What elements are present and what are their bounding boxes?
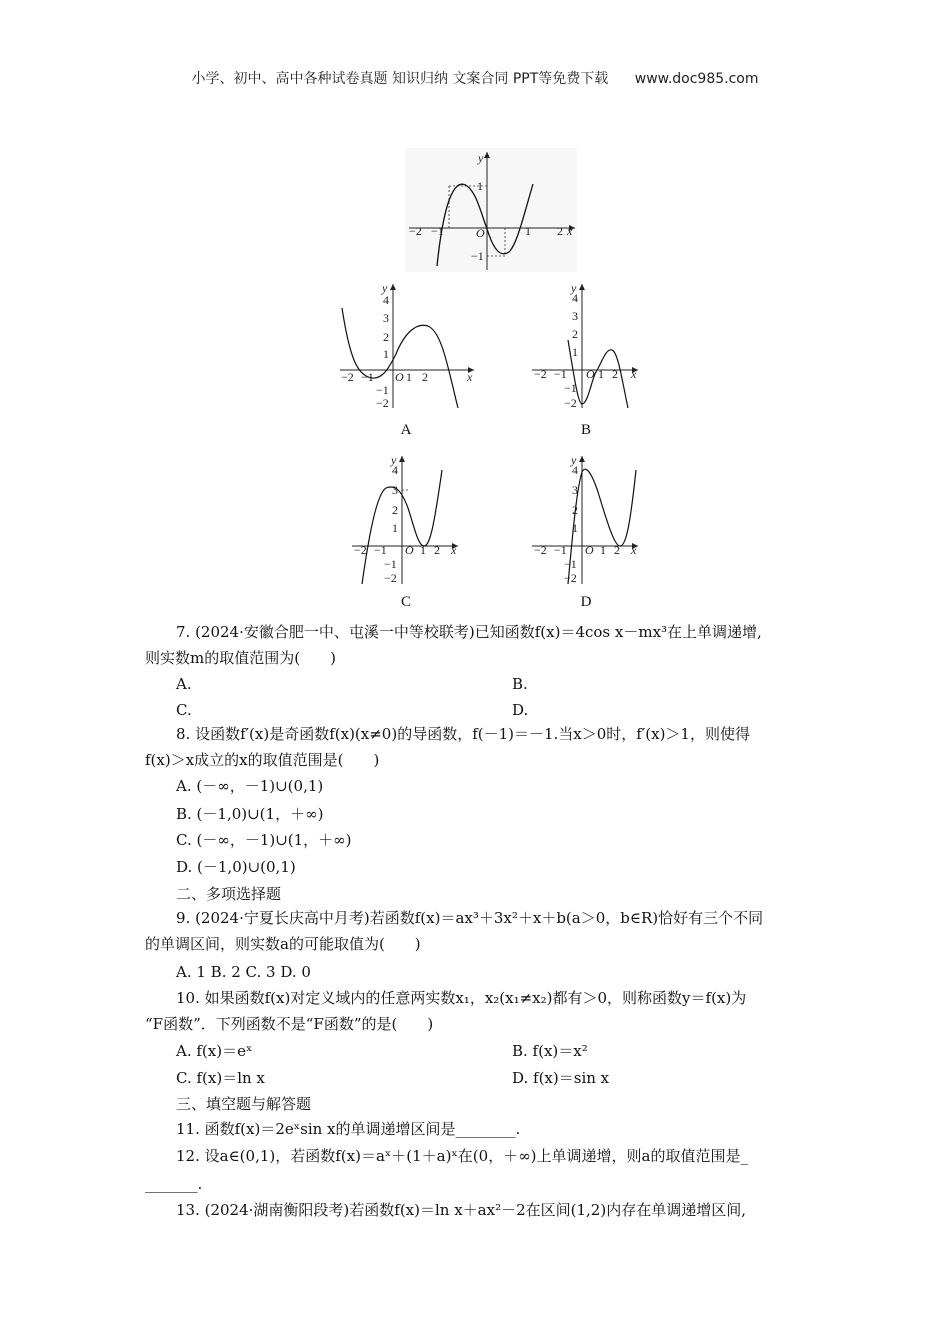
- ticklabel: −2: [564, 396, 577, 410]
- q7-option-a: A.: [176, 675, 192, 693]
- ticklabel: 2: [572, 503, 578, 517]
- ticklabel: 3: [572, 483, 578, 497]
- q9-options: A. 1 B. 2 C. 3 D. 0: [176, 963, 311, 981]
- q10-line1: 10. 如果函数f(x)对定义域内的任意两实数x₁，x₂(x₁≠x₂)都有＞0，则称函数y＝f(x)为: [176, 989, 747, 1007]
- ticklabel: 1: [477, 179, 483, 193]
- ticklabel: −2: [384, 571, 397, 585]
- q8-line2: f(x)＞x成立的x的取值范围是( ): [145, 751, 380, 769]
- q7-line1: 7. (2024·安徽合肥一中、屯溪一中等校联考)已知函数f(x)＝4cos x－mx³在上单调递增,: [176, 623, 762, 641]
- ticklabel: 1: [383, 347, 389, 361]
- ticklabel: 3: [572, 309, 578, 323]
- origin-label: O: [476, 226, 485, 240]
- option-graph-c: [350, 452, 462, 586]
- ticklabel: −2: [376, 396, 389, 410]
- q8-option-c: C. (－∞，－1)∪(1，＋∞): [176, 831, 352, 849]
- ticklabel: 2: [572, 327, 578, 341]
- q10-option-d: D. f(x)＝sin x: [512, 1069, 610, 1087]
- x-axis-label: x: [467, 370, 473, 384]
- q8-option-d: D. (－1,0)∪(0,1): [176, 858, 296, 876]
- ticklabel: 2: [612, 367, 618, 381]
- ticklabel: −2: [409, 224, 422, 238]
- q13-line: 13. (2024·湖南衡阳段考)若函数f(x)＝ln x＋ax²－2在区间(1,2)内存在单调递增区间,: [176, 1201, 746, 1219]
- q7-option-c: C.: [176, 701, 192, 719]
- ticklabel: 4: [383, 293, 389, 307]
- option-graph-b: [530, 280, 642, 410]
- ticklabel: 1: [392, 521, 398, 535]
- header-text: 小学、初中、高中各种试卷真题 知识归纳 文案合同 PPT等免费下载: [191, 71, 609, 87]
- q10-line2: “F函数”．下列函数不是“F函数”的是( ): [145, 1015, 434, 1033]
- caption-a: A: [400, 422, 412, 438]
- ticklabel: 1: [406, 370, 412, 384]
- ticklabel: 4: [572, 291, 578, 305]
- derivative-graph: [405, 148, 577, 272]
- x-axis-label: x: [631, 367, 637, 381]
- ticklabel: 1: [525, 224, 531, 238]
- q7-option-b: B.: [512, 675, 528, 693]
- y-axis-label: y: [382, 281, 388, 295]
- q7-line2: 则实数m的取值范围为( ): [145, 649, 336, 667]
- ticklabel: 4: [392, 463, 398, 477]
- ticklabel: 1: [572, 521, 578, 535]
- ticklabel: 1: [572, 345, 578, 359]
- q9-line1: 9. (2024·宁夏长庆高中月考)若函数f(x)＝ax³＋3x²＋x＋b(a＞0，b∈R)恰好有三个不同: [176, 909, 764, 927]
- ticklabel: 2: [383, 330, 389, 344]
- ticklabel: 2: [392, 503, 398, 517]
- origin-label: O: [586, 367, 595, 381]
- q11-line: 11. 函数f(x)＝2eˣsin x的单调递增区间是________.: [176, 1120, 521, 1138]
- origin-label: O: [585, 543, 594, 557]
- q7-option-d: D.: [512, 701, 529, 719]
- q10-option-a: A. f(x)＝eˣ: [176, 1042, 253, 1060]
- q10-option-b: B. f(x)＝x²: [512, 1042, 588, 1060]
- ticklabel: −1: [554, 367, 567, 381]
- section-title-fill-blank: 三、填空题与解答题: [176, 1095, 312, 1113]
- header-url[interactable]: www.doc985.com: [634, 71, 759, 87]
- origin-label: O: [395, 370, 404, 384]
- ticklabel: 1: [420, 543, 426, 557]
- section-title-multiple-choice: 二、多项选择题: [176, 885, 282, 903]
- q9-line2: 的单调区间，则实数a的可能取值为( ): [145, 935, 421, 953]
- caption-b: B: [580, 422, 591, 438]
- ticklabel: −1: [374, 543, 387, 557]
- ticklabel: −2: [354, 543, 367, 557]
- ticklabel: −1: [376, 383, 389, 397]
- ticklabel: −2: [341, 370, 354, 384]
- ticklabel: −2: [534, 367, 547, 381]
- origin-label: O: [405, 543, 414, 557]
- y-axis-label: y: [571, 453, 577, 467]
- ticklabel: 2: [614, 543, 620, 557]
- q8-option-a: A. (－∞，－1)∪(0,1): [176, 777, 324, 795]
- ticklabel: −1: [554, 543, 567, 557]
- q12-line2: _______.: [145, 1175, 203, 1193]
- y-axis-label: y: [478, 151, 484, 165]
- ticklabel: −1: [361, 370, 374, 384]
- ticklabel: 4: [572, 463, 578, 477]
- page-header: [0, 68, 950, 88]
- q12-line1: 12. 设a∈(0,1)，若函数f(x)＝aˣ＋(1＋a)ˣ在(0，＋∞)上单调递增，则a的取值范围是_: [176, 1147, 748, 1165]
- ticklabel: 3: [392, 483, 398, 497]
- option-graph-a: [336, 280, 478, 410]
- y-axis-label: y: [391, 453, 397, 467]
- graph-a-curve: [342, 308, 458, 408]
- ticklabel: 2: [434, 543, 440, 557]
- ticklabel: −1: [564, 381, 577, 395]
- ticklabel: −1: [564, 557, 577, 571]
- q8-line1: 8. 设函数f′(x)是奇函数f(x)(x≠0)的导函数，f(－1)＝－1.当x＞0时，f′(x)＞1，则使得: [176, 725, 750, 743]
- ticklabel: 3: [383, 311, 389, 325]
- caption-c: C: [400, 594, 411, 610]
- ticklabel: −1: [384, 557, 397, 571]
- x-axis-label: x: [567, 224, 573, 238]
- ticklabel: 1: [600, 543, 606, 557]
- caption-d: D: [580, 594, 592, 610]
- ticklabel: 2: [557, 224, 563, 238]
- ticklabel: 1: [598, 367, 604, 381]
- ticklabel: 2: [422, 370, 428, 384]
- x-axis-label: x: [451, 543, 457, 557]
- graph-d-curve: [568, 469, 636, 584]
- q10-option-c: C. f(x)＝ln x: [176, 1069, 265, 1087]
- option-graph-d: [530, 452, 642, 586]
- q8-option-b: B. (－1,0)∪(1，＋∞): [176, 805, 324, 823]
- y-axis-label: y: [571, 281, 577, 295]
- ticklabel: −1: [431, 224, 444, 238]
- ticklabel: −2: [564, 571, 577, 585]
- ticklabel: −1: [471, 249, 484, 263]
- x-axis-label: x: [631, 543, 637, 557]
- ticklabel: −2: [534, 543, 547, 557]
